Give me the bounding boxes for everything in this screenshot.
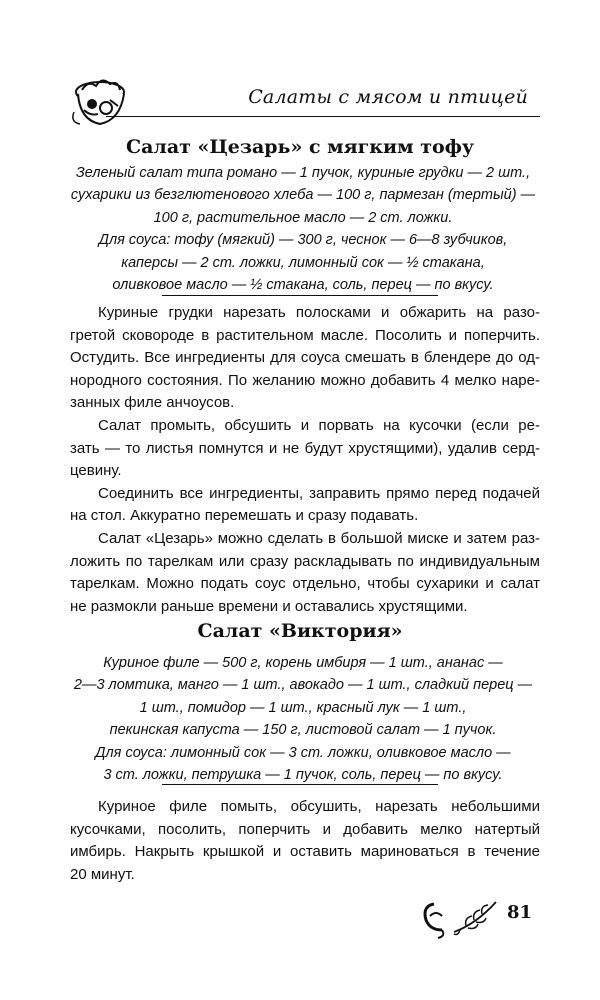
text-line: имбирь. Накрыть крышкой и оставить мариноваться в течение: [70, 843, 540, 861]
text-line: Остудить. Все ингредиенты для соуса смешать в блендере до од-: [70, 349, 540, 367]
text-line: 20 минут.: [70, 865, 135, 883]
running-header: [70, 62, 540, 132]
ingredient-line: каперсы — 2 ст. ложки, лимонный сок — ½ стакана,: [121, 254, 485, 271]
text-line: не размокли раньше времени и оставались хрустящими.: [70, 597, 468, 615]
leaf-ornament-icon: [420, 896, 502, 940]
salad-bowl-icon: [70, 70, 132, 130]
ingredients-caesar: [66, 162, 540, 296]
ingredient-line: Для соуса: лимонный сок — 3 ст. ложки, оливковое масло —: [95, 744, 511, 761]
recipe-title-caesar: Салат «Цезарь» с мягким тофу: [125, 136, 474, 158]
section-title: Салаты с мясом и птицей: [248, 86, 528, 108]
text-line: Салат «Цезарь» можно сделать в большой миске и затем раз-: [98, 529, 540, 547]
page-number: 81: [507, 902, 533, 923]
text-line: ложить по тарелкам или сразу раскладывать по индивидуальным: [70, 552, 540, 570]
ingredient-line: 3 ст. ложки, петрушка — 1 пучок, соль, перец — по вкусу.: [103, 767, 503, 784]
text-line: гретой сковороде в растительном масле. Посолить и поперчить.: [70, 326, 540, 344]
ingredient-line: 1 шт., помидор — 1 шт., красный лук — 1 шт.,: [139, 699, 467, 716]
text-line: Соединить все ингредиенты, заправить прямо перед подачей: [98, 484, 540, 502]
text-line: кусочками, посолить, поперчить и добавить мелко натертый: [70, 820, 540, 838]
method-caesar: [70, 302, 540, 618]
ingredient-line: Для соуса: тофу (мягкий) — 300 г, чеснок — 6—8 зубчиков,: [98, 232, 508, 249]
method-victoria: [70, 796, 540, 886]
header-rule: [106, 116, 540, 117]
ingredient-line: сухарики из безглютенового хлеба — 100 г, пармезан (тертый) —: [70, 187, 536, 204]
text-line: зать — то листья помнутся и не будут хрустящими), удалив серд-: [70, 439, 540, 457]
text-line: на стол. Аккуратно перемешать и сразу подавать.: [70, 507, 419, 525]
text-line: цевину.: [70, 462, 122, 480]
ingredient-line: 2—3 ломтика, манго — 1 шт., авокадо — 1 шт., сладкий перец —: [73, 677, 533, 694]
ingredient-line: оливковое масло — ½ стакана, соль, перец — по вкусу.: [112, 277, 494, 294]
text-line: Куриное филе помыть, обсушить, нарезать небольшими: [98, 798, 540, 815]
text-line: Салат промыть, обсушить и порвать на кусочки (если ре-: [98, 416, 540, 434]
ingredient-line: пекинская капуста — 150 г, листовой салат — 1 пучок.: [109, 722, 497, 739]
recipe-title-victoria: Салат «Виктория»: [197, 620, 403, 642]
text-line: Куриные грудки нарезать полосками и обжарить на разо-: [98, 304, 540, 321]
ingredients-victoria: [66, 652, 540, 786]
ingredient-line: 100 г, растительное масло — 2 ст. ложки.: [153, 209, 453, 226]
text-line: занных филе анчоусов.: [70, 394, 235, 412]
ingredients-divider: [162, 295, 438, 296]
ingredients-divider: [162, 784, 438, 785]
text-line: тарелкам. Можно подать соус отдельно, чтобы сухарики и салат: [70, 575, 540, 593]
ingredient-line: Зеленый салат типа романо — 1 пучок, куриные грудки — 2 шт.,: [75, 165, 531, 181]
text-line: нородного состояния. По желанию можно добавить 4 мелко наре-: [70, 371, 540, 389]
ingredient-line: Куриное филе — 500 г, корень имбиря — 1 шт., ананас —: [103, 655, 503, 671]
